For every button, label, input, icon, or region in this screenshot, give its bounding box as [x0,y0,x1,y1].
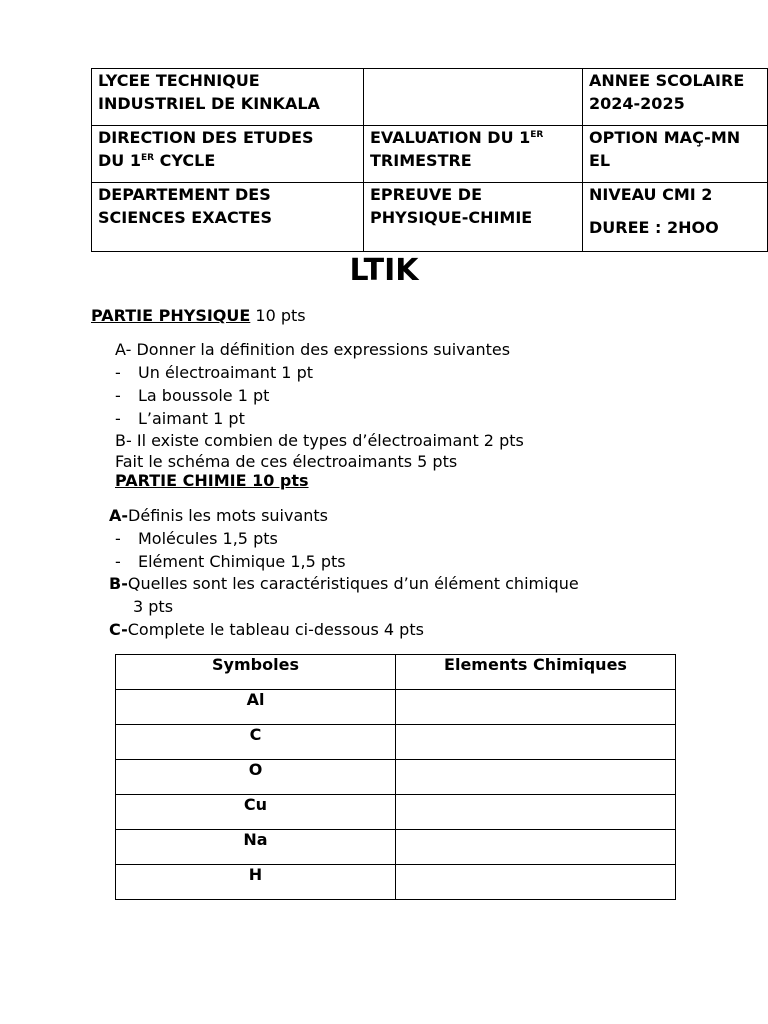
symboles-header: Symboles [116,655,396,690]
direction-cell [92,126,364,183]
physique-item-3-text: L’aimant 1 pt [138,409,245,428]
chimie-heading [115,471,309,490]
bullet-dash: - [115,409,121,428]
physique-item-1-text: Un électroaimant 1 pt [138,363,313,382]
evaluation-cell [364,126,583,183]
element-answer-cell[interactable] [396,725,676,760]
chimie-points: 10 pts [246,471,309,490]
epreuve-line-1: EPREUVE DE [370,185,482,204]
direction-line-1: DIRECTION DES ETUDES [98,128,314,147]
physique-a-text: Donner la définition des expressions suivantes [136,340,511,359]
chimie-heading-text: PARTIE CHIMIE [115,471,247,490]
physique-question-b [115,430,524,452]
option-cell [583,126,768,183]
duree-text: DUREE : 2HOO [589,218,719,237]
year-label: ANNEE SCOLAIRE [589,71,745,90]
departement-line-2: SCIENCES EXACTES [98,208,273,227]
physique-item-2 [115,385,269,407]
year-cell [583,69,768,126]
bullet-dash: - [115,386,121,405]
symbol-cell: C [116,725,396,760]
epreuve-cell [364,183,583,252]
physique-heading: PARTIE PHYSIQUE [91,306,251,325]
departement-line-1: DEPARTEMENT DES [98,185,271,204]
bullet-dash: - [115,552,121,571]
bullet-dash: - [115,363,121,382]
header-table [91,68,768,252]
symbol-cell: Cu [116,795,396,830]
physique-points: 10 pts [250,306,306,325]
physique-b-text: Il existe combien de types d’électroaimant 2 pts [136,431,524,450]
physique-question-a [115,339,510,361]
element-answer-cell[interactable] [396,690,676,725]
physique-item-3 [115,408,245,430]
school-cell [92,69,364,126]
chimie-question-a [109,505,328,527]
niveau-cell [583,183,768,252]
table-row [116,690,676,725]
chimie-question-c [109,619,424,641]
table-row [116,760,676,795]
chimie-b-label: B- [109,574,128,593]
chimie-item-1-text: Molécules 1,5 pts [138,529,278,548]
table-row [116,830,676,865]
element-answer-cell[interactable] [396,795,676,830]
direction-sup: ER [140,153,155,163]
physique-a-label: A- [115,340,132,359]
option-line-1: OPTION MAÇ-MN [589,128,741,147]
chimie-c-text: Complete le tableau ci-dessous 4 pts [127,620,424,639]
niveau-text: NIVEAU CMI 2 [589,185,713,204]
chimie-question-b [109,573,579,595]
evaluation-line-2: TRIMESTRE [370,151,472,170]
symbol-cell: H [116,865,396,900]
school-line-1: LYCEE TECHNIQUE [98,71,260,90]
chimie-item-2-text: Elément Chimique 1,5 pts [138,552,346,571]
physique-question-b-line2: Fait le schéma de ces électroaimants 5 pts [115,452,458,471]
bullet-dash: - [115,529,121,548]
page-title: LTIK [349,253,419,288]
chimie-heading-line [115,470,309,492]
table-row [116,865,676,900]
element-answer-cell[interactable] [396,830,676,865]
option-line-2: EL [589,151,611,170]
chimie-b-points: 3 pts [133,597,174,616]
direction-number: DU 1 [98,151,141,170]
symbol-cell: Al [116,690,396,725]
chimie-b-text: Quelles sont les caractéristiques d’un élément chimique [127,574,579,593]
direction-line-2 [98,149,357,172]
school-line-2: INDUSTRIEL DE KINKALA [98,94,320,113]
elements-table [115,654,676,900]
physique-heading-line [91,305,306,327]
chimie-a-label: A- [109,506,129,525]
element-answer-cell[interactable] [396,865,676,900]
chimie-a-text: Définis les mots suivants [128,506,329,525]
departement-cell [92,183,364,252]
direction-cycle: CYCLE [154,151,216,170]
physique-item-1 [115,362,313,384]
elements-header: Elements Chimiques [396,655,676,690]
element-answer-cell[interactable] [396,760,676,795]
evaluation-text: EVALUATION DU 1 [370,128,531,147]
chimie-c-label: C- [109,620,128,639]
physique-b-label: B- [115,431,132,450]
epreuve-line-2: PHYSIQUE-CHIMIE [370,208,533,227]
table-row [116,795,676,830]
symbol-cell: Na [116,830,396,865]
empty-cell [364,69,583,126]
evaluation-line-1 [370,126,576,149]
evaluation-sup: ER [530,130,544,140]
chimie-item-2 [115,551,346,573]
physique-item-2-text: La boussole 1 pt [138,386,270,405]
symbol-cell: O [116,760,396,795]
table-header-row [116,655,676,690]
year-value: 2024-2025 [589,94,685,113]
chimie-item-1 [115,528,278,550]
table-row [116,725,676,760]
